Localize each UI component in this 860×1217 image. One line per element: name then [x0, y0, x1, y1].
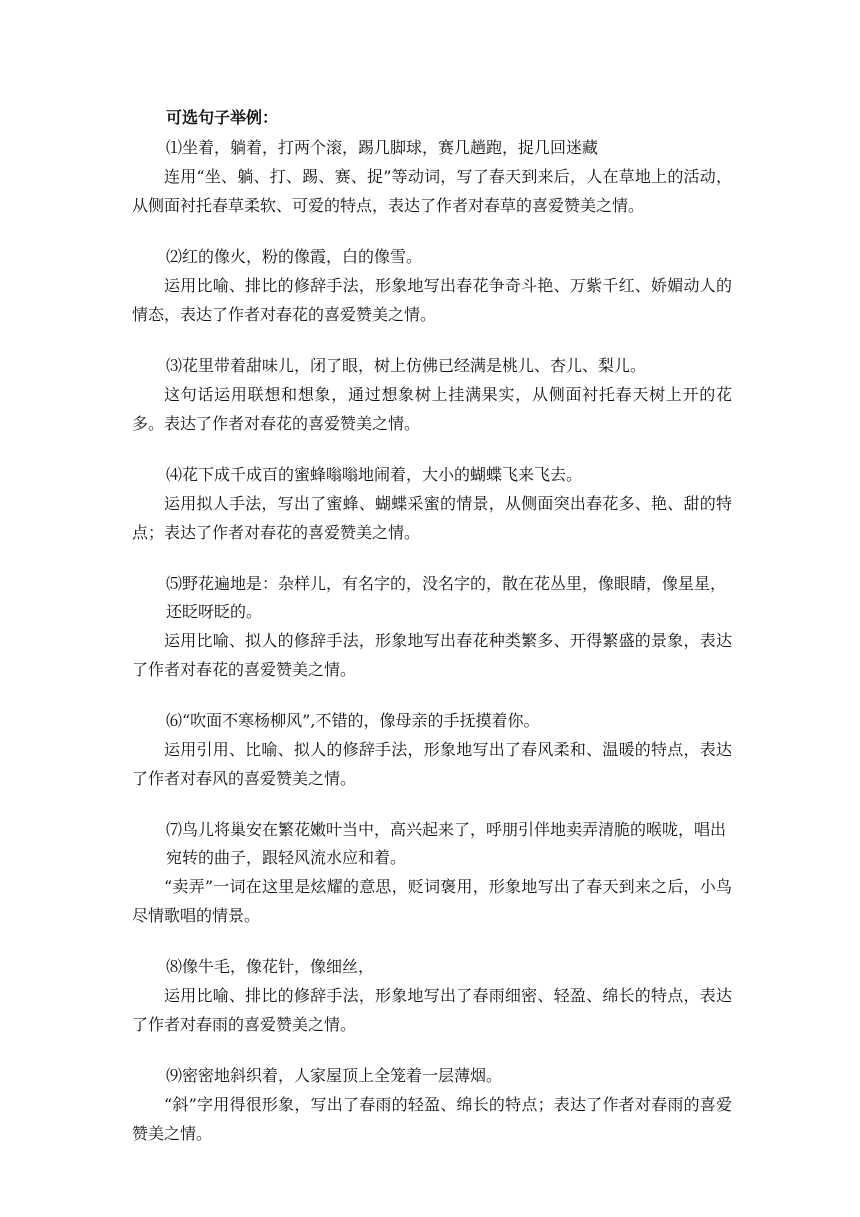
- example-sentence: ⑷花下成千成百的蜜蜂嗡嗡地闹着，大小的蝴蝶飞来飞去。: [166, 465, 583, 484]
- example-sentence: ⑶花里带着甜味儿，闭了眼，树上仿佛已经满是桃儿、杏儿、梨儿。: [166, 356, 647, 375]
- section-heading: 可选句子举例：: [166, 108, 279, 127]
- example-entry: [132, 134, 732, 220]
- example-sentence: ⑸野花遍地是：杂样儿，有名字的，没名字的，散在花丛里，像眼睛，像星星，还眨呀眨的。: [166, 574, 727, 621]
- example-entry: [132, 461, 732, 547]
- example-sentence: ⑴坐着，躺着，打两个滚，踢几脚球，赛几趟跑，捉几回迷藏: [166, 138, 599, 157]
- example-entry: [132, 953, 732, 1039]
- document-page: [132, 104, 732, 1171]
- example-entry: [132, 570, 732, 684]
- example-sentence: ⑹“吹面不寒杨柳风”,不错的，像母亲的手抚摸着你。: [166, 711, 540, 730]
- example-analysis: 运用比喻、排比的修辞手法，形象地写出了春雨细密、轻盈、绵长的特点，表达了作者对春雨的喜爱赞美之情。: [132, 986, 732, 1034]
- example-analysis: 这句话运用联想和想象，通过想象树上挂满果实，从侧面衬托春天树上开的花多。表达了作者对春花的喜爱赞美之情。: [132, 385, 732, 433]
- example-entry: [132, 816, 732, 930]
- example-analysis: “斜”字用得很形象，写出了春雨的轻盈、绵长的特点；表达了作者对春雨的喜爱赞美之情。: [132, 1095, 732, 1143]
- example-analysis: 运用引用、比喻、拟人的修辞手法，形象地写出了春风柔和、温暖的特点，表达了作者对春风的喜爱赞美之情。: [132, 740, 732, 788]
- example-analysis: 运用比喻、拟人的修辞手法，形象地写出春花种类繁多、开得繁盛的景象，表达了作者对春花的喜爱赞美之情。: [132, 631, 732, 679]
- example-analysis: “卖弄”一词在这里是炫耀的意思，贬词褒用，形象地写出了春天到来之后，小鸟尽情歌唱的情景。: [132, 877, 732, 925]
- example-entry: [132, 243, 732, 329]
- example-entry: [132, 1062, 732, 1148]
- example-analysis: 连用“坐、躺、打、踢、赛、捉”等动词，写了春天到来后，人在草地上的活动，从侧面衬托春草柔软、可爱的特点，表达了作者对春草的喜爱赞美之情。: [132, 167, 732, 215]
- example-analysis: 运用比喻、排比的修辞手法，形象地写出春花争奇斗艳、万紫千红、娇媚动人的情态，表达了作者对春花的喜爱赞美之情。: [132, 276, 732, 324]
- example-sentence: ⑼密密地斜织着，人家屋顶上全笼着一层薄烟。: [166, 1066, 503, 1085]
- example-entry: [132, 352, 732, 438]
- example-entry: [132, 707, 732, 793]
- example-sentence: ⑻像牛毛，像花针，像细丝，: [166, 957, 375, 976]
- example-sentence: ⑵红的像火，粉的像霞，白的像雪。: [166, 247, 423, 266]
- example-sentence: ⑺鸟儿将巢安在繁花嫩叶当中，高兴起来了，呼朋引伴地卖弄清脆的喉咙，唱出宛转的曲子，跟轻风流水应和着。: [166, 820, 727, 867]
- example-analysis: 运用拟人手法，写出了蜜蜂、蝴蝶采蜜的情景，从侧面突出春花多、艳、甜的特点；表达了作者对春花的喜爱赞美之情。: [132, 494, 732, 542]
- examples-list: [132, 134, 732, 1148]
